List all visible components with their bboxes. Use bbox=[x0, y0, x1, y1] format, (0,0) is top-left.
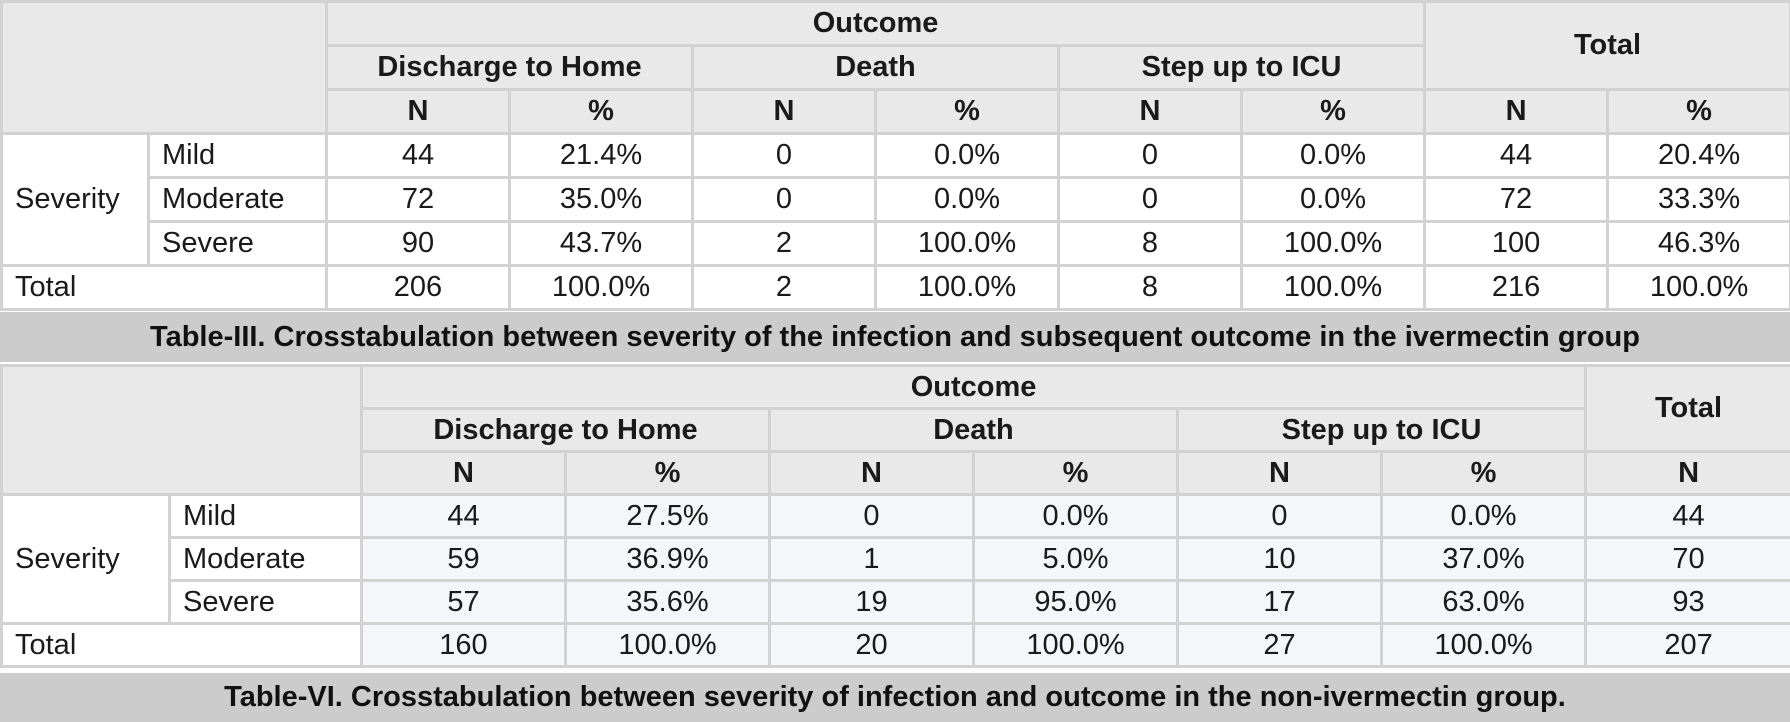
table-cell: 2 bbox=[693, 222, 876, 266]
row-group-label: Severity bbox=[2, 134, 149, 266]
table-cell: 100.0% bbox=[1382, 624, 1586, 667]
table-cell: 0 bbox=[693, 178, 876, 222]
total-header: Total bbox=[1586, 366, 1790, 452]
table-row bbox=[2, 538, 1790, 581]
table-cell: 37.0% bbox=[1382, 538, 1586, 581]
table-cell: 206 bbox=[327, 266, 510, 310]
table-cell: 8 bbox=[1059, 266, 1242, 310]
table-cell: 44 bbox=[1425, 134, 1608, 178]
table-cell: 0 bbox=[1059, 178, 1242, 222]
table-cell: 0.0% bbox=[876, 178, 1059, 222]
table-cell: 1 bbox=[770, 538, 974, 581]
table-cell: 63.0% bbox=[1382, 581, 1586, 624]
sub-header-cell: N bbox=[1425, 90, 1608, 134]
table-cell: 17 bbox=[1178, 581, 1382, 624]
table-cell: 95.0% bbox=[974, 581, 1178, 624]
sub-header-cell: N bbox=[1586, 452, 1790, 495]
table-cell: 0 bbox=[693, 134, 876, 178]
table-cell: 93 bbox=[1586, 581, 1790, 624]
table-cell: 72 bbox=[327, 178, 510, 222]
table-cell: 216 bbox=[1425, 266, 1608, 310]
table-cell: 70 bbox=[1586, 538, 1790, 581]
table-cell: 0.0% bbox=[974, 495, 1178, 538]
group-header-icu: Step up to ICU bbox=[1178, 409, 1586, 452]
total-row bbox=[2, 624, 1790, 667]
table-row bbox=[2, 134, 1790, 178]
outcome-header: Outcome bbox=[362, 366, 1586, 409]
table-cell: 35.6% bbox=[566, 581, 770, 624]
table-cell: 100.0% bbox=[1242, 266, 1425, 310]
sub-header-cell: N bbox=[1178, 452, 1382, 495]
table-cell: 19 bbox=[770, 581, 974, 624]
table-cell: 21.4% bbox=[510, 134, 693, 178]
table-row bbox=[2, 581, 1790, 624]
table-cell: 2 bbox=[693, 266, 876, 310]
row-label: Moderate bbox=[149, 178, 327, 222]
table-cell: 100 bbox=[1425, 222, 1608, 266]
row-label: Mild bbox=[149, 134, 327, 178]
table-cell: 20.4% bbox=[1608, 134, 1790, 178]
table-cell: 36.9% bbox=[566, 538, 770, 581]
sub-header-cell: N bbox=[327, 90, 510, 134]
table-caption: Table-VI. Crosstabulation between severity of infection and outcome in the non-ivermectin group. bbox=[0, 673, 1790, 722]
crosstab-table-iii bbox=[0, 0, 1790, 311]
table-cell: 10 bbox=[1178, 538, 1382, 581]
table-cell: 20 bbox=[770, 624, 974, 667]
table-cell: 57 bbox=[362, 581, 566, 624]
table-cell: 35.0% bbox=[510, 178, 693, 222]
table-cell: 44 bbox=[362, 495, 566, 538]
table-caption: Table-III. Crosstabulation between severity of the infection and subsequent outcome in the ivermectin group bbox=[0, 312, 1790, 362]
table-cell: 100.0% bbox=[974, 624, 1178, 667]
table-cell: 100.0% bbox=[1608, 266, 1790, 310]
table-cell: 207 bbox=[1586, 624, 1790, 667]
table-cell: 27.5% bbox=[566, 495, 770, 538]
table-cell: 0.0% bbox=[876, 134, 1059, 178]
row-label: Severe bbox=[170, 581, 362, 624]
table-cell: 100.0% bbox=[876, 266, 1059, 310]
table-cell: 100.0% bbox=[1242, 222, 1425, 266]
total-header: Total bbox=[1425, 2, 1790, 90]
table-cell: 90 bbox=[327, 222, 510, 266]
group-header-discharge: Discharge to Home bbox=[362, 409, 770, 452]
sub-header-cell: N bbox=[1059, 90, 1242, 134]
row-label: Severe bbox=[149, 222, 327, 266]
group-header-discharge: Discharge to Home bbox=[327, 46, 693, 90]
sub-header-cell: % bbox=[974, 452, 1178, 495]
table-cell: 100.0% bbox=[566, 624, 770, 667]
table-cell: 44 bbox=[1586, 495, 1790, 538]
table-cell: 0.0% bbox=[1382, 495, 1586, 538]
total-row-label: Total bbox=[2, 266, 327, 310]
sub-header-cell: N bbox=[770, 452, 974, 495]
corner-cell bbox=[2, 366, 362, 495]
table-cell: 5.0% bbox=[974, 538, 1178, 581]
crosstab-table-vi bbox=[0, 364, 1790, 668]
row-label: Moderate bbox=[170, 538, 362, 581]
sub-header-cell: % bbox=[1242, 90, 1425, 134]
table-cell: 59 bbox=[362, 538, 566, 581]
outcome-header: Outcome bbox=[327, 2, 1425, 46]
sub-header-cell: N bbox=[693, 90, 876, 134]
total-row bbox=[2, 266, 1790, 310]
corner-cell bbox=[2, 2, 327, 134]
sub-header-cell: % bbox=[1382, 452, 1586, 495]
table-cell: 8 bbox=[1059, 222, 1242, 266]
table-cell: 100.0% bbox=[876, 222, 1059, 266]
table-cell: 43.7% bbox=[510, 222, 693, 266]
total-row-label: Total bbox=[2, 624, 362, 667]
table-row bbox=[2, 178, 1790, 222]
table-cell: 46.3% bbox=[1608, 222, 1790, 266]
table-cell: 27 bbox=[1178, 624, 1382, 667]
table-cell: 100.0% bbox=[510, 266, 693, 310]
sub-header-cell: % bbox=[510, 90, 693, 134]
row-group-label: Severity bbox=[2, 495, 170, 624]
table-row bbox=[2, 495, 1790, 538]
table-cell: 0 bbox=[770, 495, 974, 538]
table-cell: 0 bbox=[1059, 134, 1242, 178]
table-cell: 33.3% bbox=[1608, 178, 1790, 222]
sub-header-cell: % bbox=[566, 452, 770, 495]
group-header-death: Death bbox=[770, 409, 1178, 452]
table-cell: 44 bbox=[327, 134, 510, 178]
sub-header-cell: % bbox=[1608, 90, 1790, 134]
table-cell: 0.0% bbox=[1242, 134, 1425, 178]
row-label: Mild bbox=[170, 495, 362, 538]
sub-header-cell: N bbox=[362, 452, 566, 495]
table-row bbox=[2, 222, 1790, 266]
table-cell: 72 bbox=[1425, 178, 1608, 222]
table-cell: 0.0% bbox=[1242, 178, 1425, 222]
group-header-death: Death bbox=[693, 46, 1059, 90]
sub-header-cell: % bbox=[876, 90, 1059, 134]
group-header-icu: Step up to ICU bbox=[1059, 46, 1425, 90]
table-cell: 160 bbox=[362, 624, 566, 667]
table-cell: 0 bbox=[1178, 495, 1382, 538]
